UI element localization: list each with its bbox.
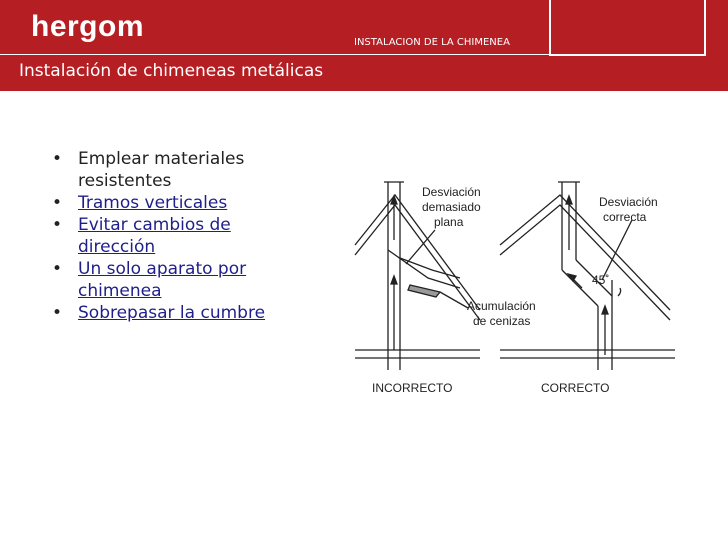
page-title: Instalación de chimeneas metálicas [19,61,324,81]
bullet-icon: • [52,149,63,169]
label-desviacion-correcta: Desviación [599,195,658,209]
section-title: INSTALACION DE LA CHIMENEA [354,37,510,48]
list-item[interactable]: • Sobrepasar la cumbre [52,303,266,323]
arrow-icon [566,196,572,204]
brand-logo: hergom [31,10,145,43]
label-incorrecto: INCORRECTO [372,381,453,395]
ash-deposit [408,285,440,297]
bullet-icon: • [52,193,63,213]
label-desviacion-plana: Desviación [422,185,481,199]
divider [549,0,551,56]
chimney-diagram [340,160,690,410]
label-desviacion-plana: plana [434,215,464,229]
pointer-line [406,230,435,264]
angle-arc [618,288,621,296]
pointer-line [440,292,468,308]
divider [704,0,706,56]
bullet-icon: • [52,215,63,235]
bullet-icon: • [52,303,63,323]
label-angle: 45˚ [592,273,610,287]
label-correcto: CORRECTO [541,381,610,395]
label-desviacion-plana: demasiado [422,200,481,214]
bullet-icon: • [52,259,63,279]
divider [549,54,706,56]
label-acumulacion: Acumulación [467,299,536,313]
divider [0,54,549,55]
label-acumulacion: de cenizas [473,314,531,328]
bullet-list [52,148,312,324]
list-item[interactable]: • Tramos verticales [52,193,228,213]
label-desviacion-correcta: correcta [603,210,647,224]
header-bar [0,0,728,91]
pointer-line [602,220,632,280]
arrow-icon [391,276,397,284]
list-item: • Emplear materiales resistentes [52,149,245,191]
list-item[interactable]: • Un solo aparato por chimenea [52,259,247,301]
list-item[interactable]: • Evitar cambios de dirección [52,215,231,257]
arrow-icon [602,306,608,314]
